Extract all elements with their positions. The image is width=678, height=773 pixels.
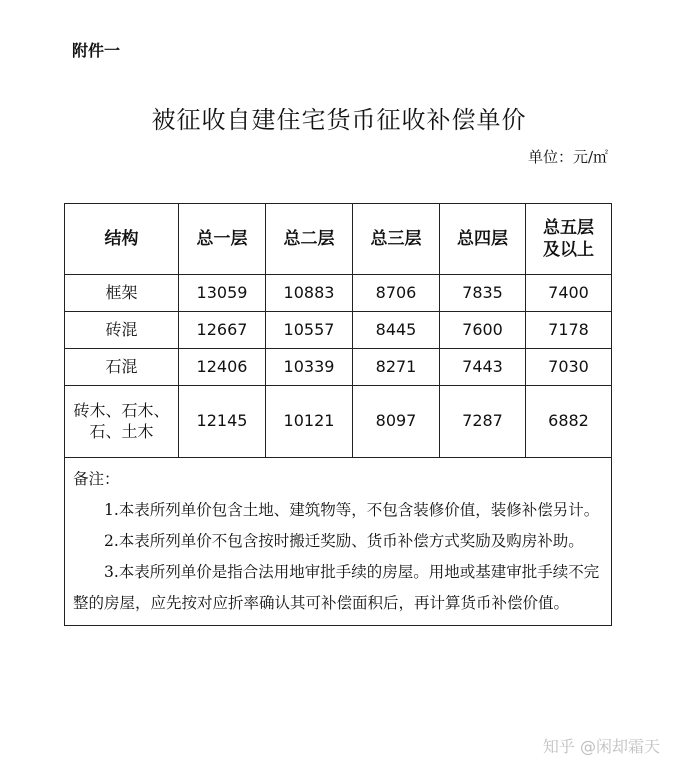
price-cell: 12667 (179, 312, 266, 349)
note-item-2: 2.本表所列单价不包含按时搬迁奖励、货币补偿方式奖励及购房补助。 (104, 532, 584, 550)
structure-cell: 框架 (65, 275, 179, 312)
table-row (65, 349, 612, 386)
header-floor-5-line1: 总五层 (543, 217, 594, 238)
structure-cell: 石混 (65, 349, 179, 386)
structure-line2: 石、土木 (89, 421, 154, 441)
page-title: 被征收自建住宅货币征收补偿单价 (151, 106, 527, 134)
price-cell: 10121 (266, 386, 353, 458)
header-floor-1: 总一层 (179, 204, 266, 275)
structure-cell (65, 386, 179, 458)
unit-label: 单位：元/㎡ (527, 148, 608, 166)
header-floor-5-line2: 及以上 (543, 240, 594, 260)
table-row (65, 386, 612, 458)
price-cell: 10339 (266, 349, 353, 386)
price-cell: 6882 (526, 386, 612, 458)
notes-cell (65, 458, 612, 626)
notes-label: 备注： (73, 470, 120, 488)
price-cell: 7030 (526, 349, 612, 386)
header-floor-2: 总二层 (266, 204, 353, 275)
price-cell: 7287 (440, 386, 526, 458)
watermark: 知乎 @闲却霜天 (542, 737, 660, 756)
table-row (65, 275, 612, 312)
table-header-row (65, 204, 612, 275)
structure-cell: 砖混 (65, 312, 179, 349)
price-cell: 8706 (353, 275, 440, 312)
header-floor-4: 总四层 (440, 204, 526, 275)
price-cell: 7835 (440, 275, 526, 312)
header-structure: 结构 (65, 204, 179, 275)
price-cell: 8271 (353, 349, 440, 386)
price-cell: 10557 (266, 312, 353, 349)
notes-row (65, 458, 612, 626)
price-cell: 8097 (353, 386, 440, 458)
table-row (65, 312, 612, 349)
price-cell: 7443 (440, 349, 526, 386)
note-item-1: 1.本表所列单价包含土地、建筑物等，不包含装修价值，装修补偿另计。 (104, 501, 600, 519)
header-floor-5-plus (526, 204, 612, 275)
price-cell: 12145 (179, 386, 266, 458)
price-cell: 7178 (526, 312, 612, 349)
note-item-3: 3.本表所列单价是指合法用地审批手续的房屋。用地或基建审批手续不完整的房屋，应先按对应折率确认其可补偿面积后，再计算货币补偿价值。 (73, 563, 600, 612)
price-table (64, 203, 612, 626)
price-cell: 7400 (526, 275, 612, 312)
price-cell: 7600 (440, 312, 526, 349)
price-cell: 12406 (179, 349, 266, 386)
price-cell: 10883 (266, 275, 353, 312)
price-cell: 13059 (179, 275, 266, 312)
structure-line1: 砖木、石木、 (73, 400, 170, 420)
attachment-label: 附件一 (72, 41, 121, 60)
price-table-container (64, 203, 611, 626)
header-floor-3: 总三层 (353, 204, 440, 275)
price-cell: 8445 (353, 312, 440, 349)
